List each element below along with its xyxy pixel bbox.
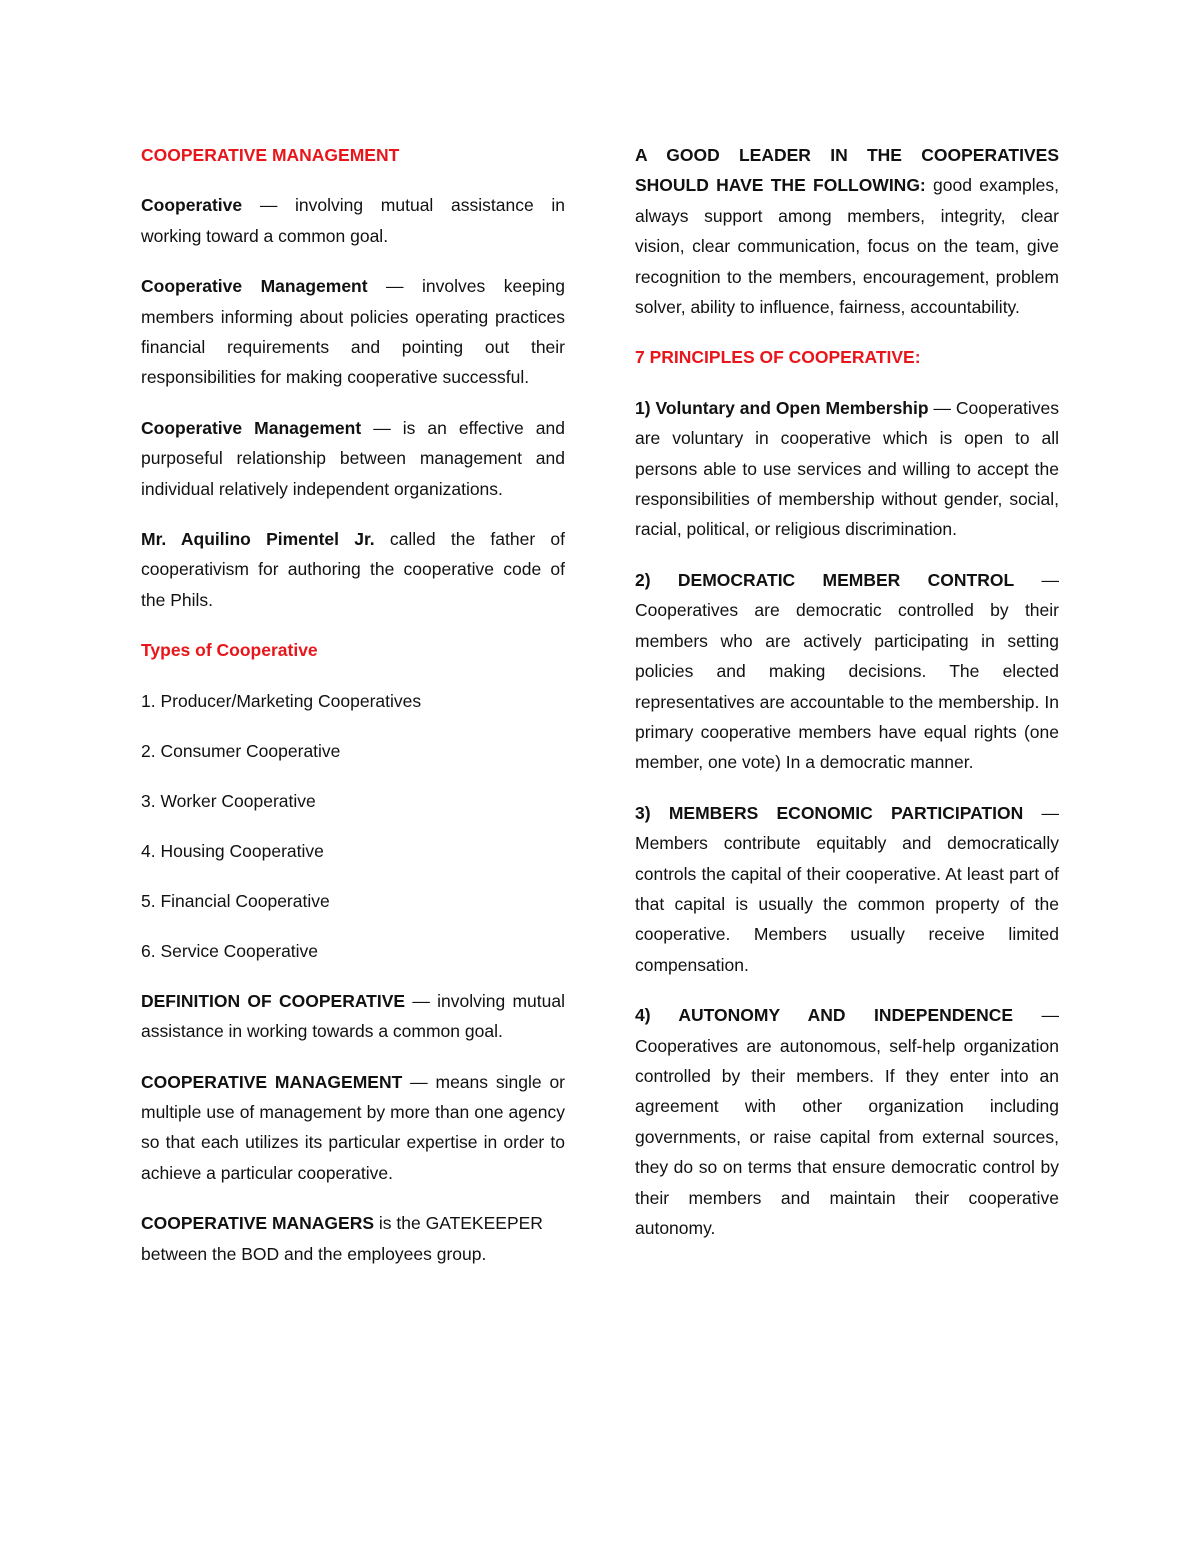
term: COOPERATIVE MANAGEMENT: [141, 1071, 403, 1092]
definition-text: is the GATEKEEPER between the BOD and the employees group.: [141, 1213, 543, 1264]
types-list: [141, 686, 565, 966]
term: 1) Voluntary and Open Membership: [635, 397, 929, 418]
left-column: [141, 140, 565, 1289]
paragraph-cooperative-managers: [141, 1208, 565, 1269]
principle-item: [635, 798, 1059, 980]
paragraph-cooperative-management-3: [141, 1067, 565, 1189]
definition-text: — Cooperatives are voluntary in cooperative which is open to all persons able to use services and willing to accept the responsibilities of membership without gender, social, racial, political, or religious discrimination.: [635, 397, 1059, 540]
term: Cooperative: [141, 195, 243, 216]
term: 2) DEMOCRATIC MEMBER CONTROL: [635, 569, 1015, 590]
document-title: COOPERATIVE MANAGEMENT: [141, 145, 400, 165]
paragraph-cooperative-management-2: [141, 413, 565, 504]
paragraph-cooperative-management-1: [141, 271, 565, 393]
definition-text: — Cooperatives are autonomous, self-help organization controlled by their members. If they enter into an agreement with other organization including governments, or raise capital from external sources, they do so on terms that ensure democratic control by their members and maintain their cooperative autonomy.: [635, 1005, 1059, 1238]
definition-text: — involving mutual assistance in working towards a common goal.: [141, 990, 565, 1042]
paragraph-definition-of-cooperative: [141, 986, 565, 1047]
principle-item: [635, 565, 1059, 778]
term: A GOOD LEADER IN THE COOPERATIVES SHOULD HAVE THE FOLLOWING:: [635, 145, 1059, 196]
list-item: 4. Housing Cooperative: [141, 840, 324, 861]
paragraph-pimentel: [141, 524, 565, 615]
definition-text: — involves keeping members informing about policies operating practices financial requirements and pointing out their responsibilities for making cooperative successful.: [141, 276, 565, 388]
definition-text: — is an effective and purposeful relationship between management and individual relatively independent organizations.: [141, 417, 566, 499]
list-item: 3. Worker Cooperative: [141, 790, 316, 811]
definition-text: — means single or multiple use of management by more than one agency so that each utilizes its particular expertise in order to achieve a particular cooperative.: [141, 1071, 566, 1183]
types-heading: Types of Cooperative: [141, 640, 318, 661]
right-column: [635, 140, 1059, 1263]
principles-heading: 7 PRINCIPLES OF COOPERATIVE:: [635, 347, 921, 368]
list-item: 5. Financial Cooperative: [141, 890, 330, 911]
definition-text: — Cooperatives are democratic controlled by their members who are actively participating in setting policies and making decisions. The elected representatives are accountable to the membership. In primary cooperative members have equal rights (one member, one vote) In a democratic manner.: [635, 569, 1059, 773]
list-item: 6. Service Cooperative: [141, 940, 319, 961]
principle-item: [635, 393, 1059, 545]
list-item: 1. Producer/Marketing Cooperatives: [141, 690, 422, 711]
term: DEFINITION OF COOPERATIVE: [141, 990, 406, 1011]
list-item: 2. Consumer Cooperative: [141, 740, 341, 761]
definition-text: called the father of cooperativism for authoring the cooperative code of the Phils.: [141, 529, 565, 610]
term: 3) MEMBERS ECONOMIC PARTICIPATION: [635, 802, 1024, 823]
term: 4) AUTONOMY AND INDEPENDENCE: [635, 1005, 1014, 1026]
term: Mr. Aquilino Pimentel Jr.: [141, 529, 375, 550]
paragraph-good-leader: [635, 140, 1059, 322]
definition-text: — involving mutual assistance in working toward a common goal.: [141, 195, 565, 246]
term: Cooperative Management: [141, 417, 362, 438]
definition-text: good examples, always support among members, integrity, clear vision, clear communication, focus on the team, give recognition to the members, encouragement, problem solver, ability to influence, fairness, accountability.: [635, 175, 1059, 318]
paragraph-cooperative-definition: [141, 190, 565, 251]
term: COOPERATIVE MANAGERS: [141, 1213, 375, 1234]
principle-item: [635, 1000, 1059, 1243]
term: Cooperative Management: [141, 276, 368, 297]
definition-text: — Members contribute equitably and democratically controls the capital of their cooperative. At least part of that capital is usually the common property of the cooperative. Members usually receive limited compensation.: [635, 802, 1059, 975]
